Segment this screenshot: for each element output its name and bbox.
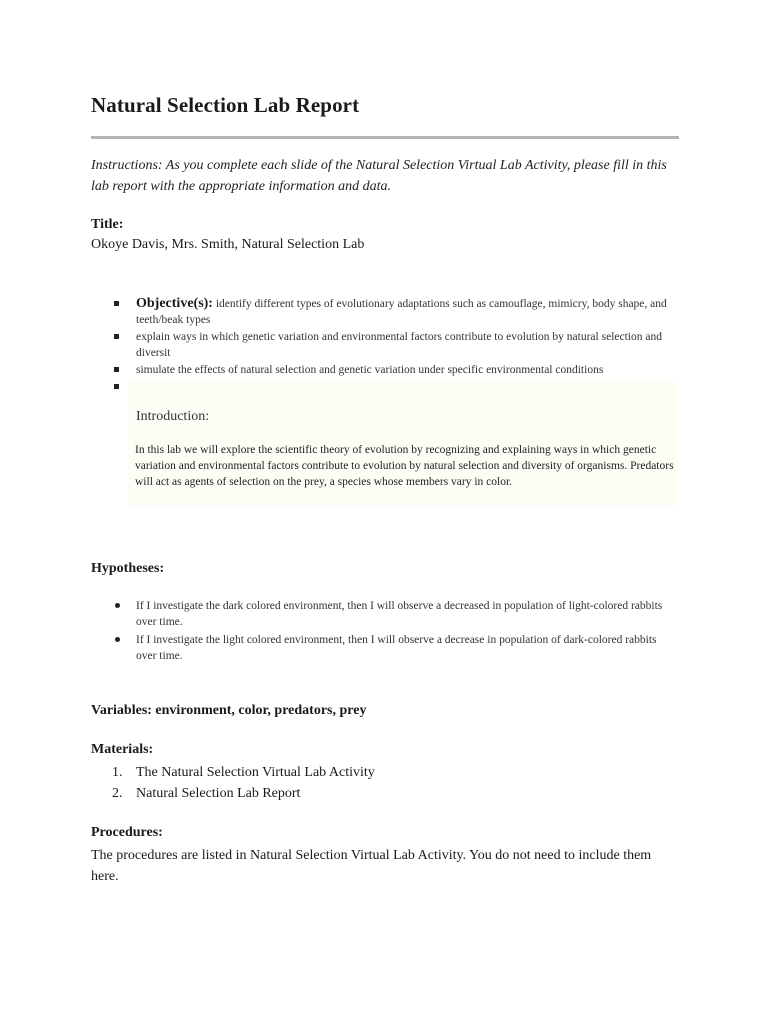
hypothesis-item: [112, 632, 672, 664]
hypothesis-item: [112, 598, 672, 630]
material-number: 2.: [112, 786, 123, 801]
objective-item: [112, 296, 678, 328]
introduction-heading: Introduction:: [136, 409, 210, 424]
hypotheses-label: Hypotheses:: [91, 561, 165, 576]
objective-text: simulate the effects of natural selection and genetic variation under specific environmental conditions: [136, 364, 604, 376]
objective-text: explain ways in which genetic variation and environmental factors contribute to evolution by natural selection and diversit: [136, 331, 662, 359]
hypothesis-text: If I investigate the light colored environment, then I will observe a decrease in population of dark-colored rabbits over time.: [136, 634, 657, 662]
square-bullet-icon: [114, 367, 119, 372]
materials-label: Materials:: [91, 742, 154, 757]
square-bullet-icon: [114, 384, 119, 389]
procedures-text: The procedures are listed in Natural Selection Virtual Lab Activity. You do not need to include them here.: [91, 848, 652, 884]
square-bullet-icon: [114, 301, 119, 306]
procedures-label: Procedures:: [91, 825, 163, 840]
objective-item: [112, 329, 678, 361]
objectives-label: Objective(s):: [136, 296, 213, 311]
title-section-label: Title:: [91, 217, 124, 232]
document-title: Natural Selection Lab Report: [91, 93, 360, 117]
material-number: 1.: [112, 765, 123, 780]
material-text: Natural Selection Lab Report: [136, 786, 301, 801]
hypotheses-list: [112, 598, 672, 666]
instructions-text: Instructions: As you complete each slide of the Natural Selection Virtual Lab Activity, please fill in this lab report with the appropriate information and data.: [91, 158, 667, 194]
title-divider: [91, 136, 679, 139]
material-item: [112, 783, 375, 804]
variables-line: Variables: environment, color, predators, prey: [91, 703, 367, 718]
round-bullet-icon: [115, 603, 120, 608]
round-bullet-icon: [115, 637, 120, 642]
material-item: [112, 762, 375, 783]
hypothesis-text: If I investigate the dark colored environment, then I will observe a decreased in population of light-colored rabbits over time.: [136, 600, 663, 628]
title-section-value: Okoye Davis, Mrs. Smith, Natural Selection Lab: [91, 237, 365, 252]
objective-text: identify different types of evolutionary adaptations such as camouflage, mimicry, body shape, and teeth/beak types: [136, 298, 667, 326]
square-bullet-icon: [114, 334, 119, 339]
introduction-text: In this lab we will explore the scientific theory of evolution by recognizing and explaining ways in which genetic variation and environmental factors contribute to evolution by natural selection and diversity of organisms. Predators will act as agents of selection on the prey, a species whose members vary in color.: [135, 444, 674, 488]
materials-list: [112, 762, 375, 804]
objective-item: [112, 362, 678, 378]
material-text: The Natural Selection Virtual Lab Activity: [136, 765, 375, 780]
